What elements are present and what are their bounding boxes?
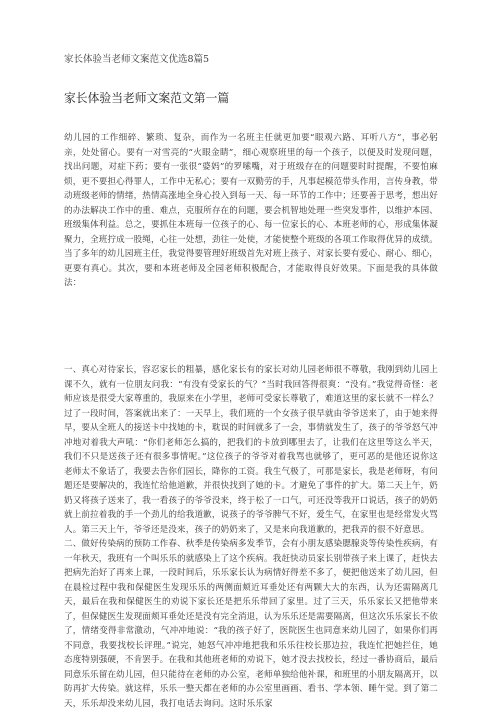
document-title: 家长体验当老师文案范文优选8篇5: [64, 54, 210, 65]
paragraph-intro: 幼儿园的工作细碎、繁琐、复杂，而作为一名班主任就更加要“眼观六路、耳听八方”，事必躬亲，处处留心。要有一对雪亮的“火眼金睛”，细心观察班里的每一个孩子，以便及时发现问题，找出问题，对症下药；要有一张很“婆妈”的罗嗦嘴，对于班级存在的问题要时时提醒，不要怕麻烦，更不要担心得罪人，工作中无私心；要有一双勤劳的手，凡事起模范带头作用，言传身教，带动班级老师的情绪，热情高涨地全身心投入到每一天、每一环节的工作中；还要善于思考，想出好的办法解决工作中的重、难点，克服所存在的问题，要会机智地处理一些突发事件，以维护本园、班级集体利益。总之，要抓住本班每一位孩子的心、每一位家长的心、本班老师的心，形成集体凝聚力，全班拧成一股绳，心往一处想，劲往一处使，才能使整个班级的各项工作取得优异的成绩。当了多年的幼儿园班主任，我觉得要管理好班级首先对班上孩子、对家长要有爱心、耐心、细心，更要有真心。其次，要和本班老师及全园老师积极配合，才能取得良好效果。下面是我的具体做法：: [64, 133, 438, 288]
paragraph-section-one: 一、真心对待家长，容忍家长的粗暴，感化家长有的家长对幼儿园老师很不尊敬，我刚到幼儿园上课不久，就有一位朋友问我：“有没有受家长的气？”当时我回答得很爽：“没有。”我觉得奇怪：老师应该是很受大家尊重的，我原来在小学里，老师可受家长尊敬了，难道这里的家长就不一样么？过了一段时间，答案就出来了：一天早上，我们班的一个女孩子很早就由爷爷送来了，由于她来得早，要从全班人的接送卡中找她的卡，耽误的时间就多了一会，事情就发生了，孩子的爷爷怒气冲冲地对着我大声吼：“你们老师怎么搞的，把我们的卡放到哪里去了，让我们在这里等这么半天，我们不只是送孩子还有很多事情呢。”这位孩子的爷爷对着我骂也就够了，更可恶的是他还说你这老师太不象话了，我要去告你们园长，降你的工资。我生气极了，可那是家长，我是老师呀，有问题还是要解决的，我连忙给他道歉，并很快找到了她的卡。才避免了事件的扩大。第二天上午，奶奶又将孩子送来了，我一看孩子的爷爷没来，终于松了一口气，可还没等我开口说话，孩子的奶奶就上前拉着我的手一个劲儿的给我道歉，说孩子的爷爷脾气不好，爱生气，在家里也是经常发火骂人。第三天上午，爷爷还是没来，孩子的奶奶来了，又是来向我道歉的，把我弄的很不好意思。: [64, 365, 438, 535]
paragraph-section-two: 二、做好传染病的预防工作春、秋季是传染病多发季节，会有小朋友感染腮腺炎等传染性疾病，有一年秋天，我班有一个叫乐乐的就感染上了这个疾病。我赶快动员家长别带孩子来上课了，赶快去把病先治好了再来上课，一段时间后，乐乐家长认为病情好得差不多了，便把他送来了幼儿园，但在晨检过程中我和保健医生发现乐乐的两侧面颊近耳垂处还有两颗大大的东西，认为还需隔离几天，最后在我和保健医生的劝说下家长还是把乐乐带回了家里。过了三天，乐乐家长又把他带来了，但保健医生发现面颊耳垂处还是没有完全消退，认为乐乐还是需要隔离，但这次乐乐家长不依了，情绪变得非常激动，气冲冲地说：“我的孩子好了，医院医生也同意来幼儿园了，如果你们再不同意，我要找校长评理。”说完，她怒气冲冲地把我和乐乐往校长那边拉，我连忙把她拦住，她态度特别强硬，不肯罢手。在我和其他班老师的劝说下，她才没去找校长，经过一番协商后，最后同意乐乐留在幼儿园，但只能待在老师的办公室，老师单独给他补课，和班里的小朋友隔离开，以防再扩大传染。就这样，乐乐一整天都在老师的办公室里画画、看书、学本领、睡午觉。到了第二天，乐乐却没来幼儿园，我打电话去询问。这时乐乐家: [64, 539, 438, 709]
section-heading: 家长体验当老师文案范文第一篇: [64, 91, 230, 105]
